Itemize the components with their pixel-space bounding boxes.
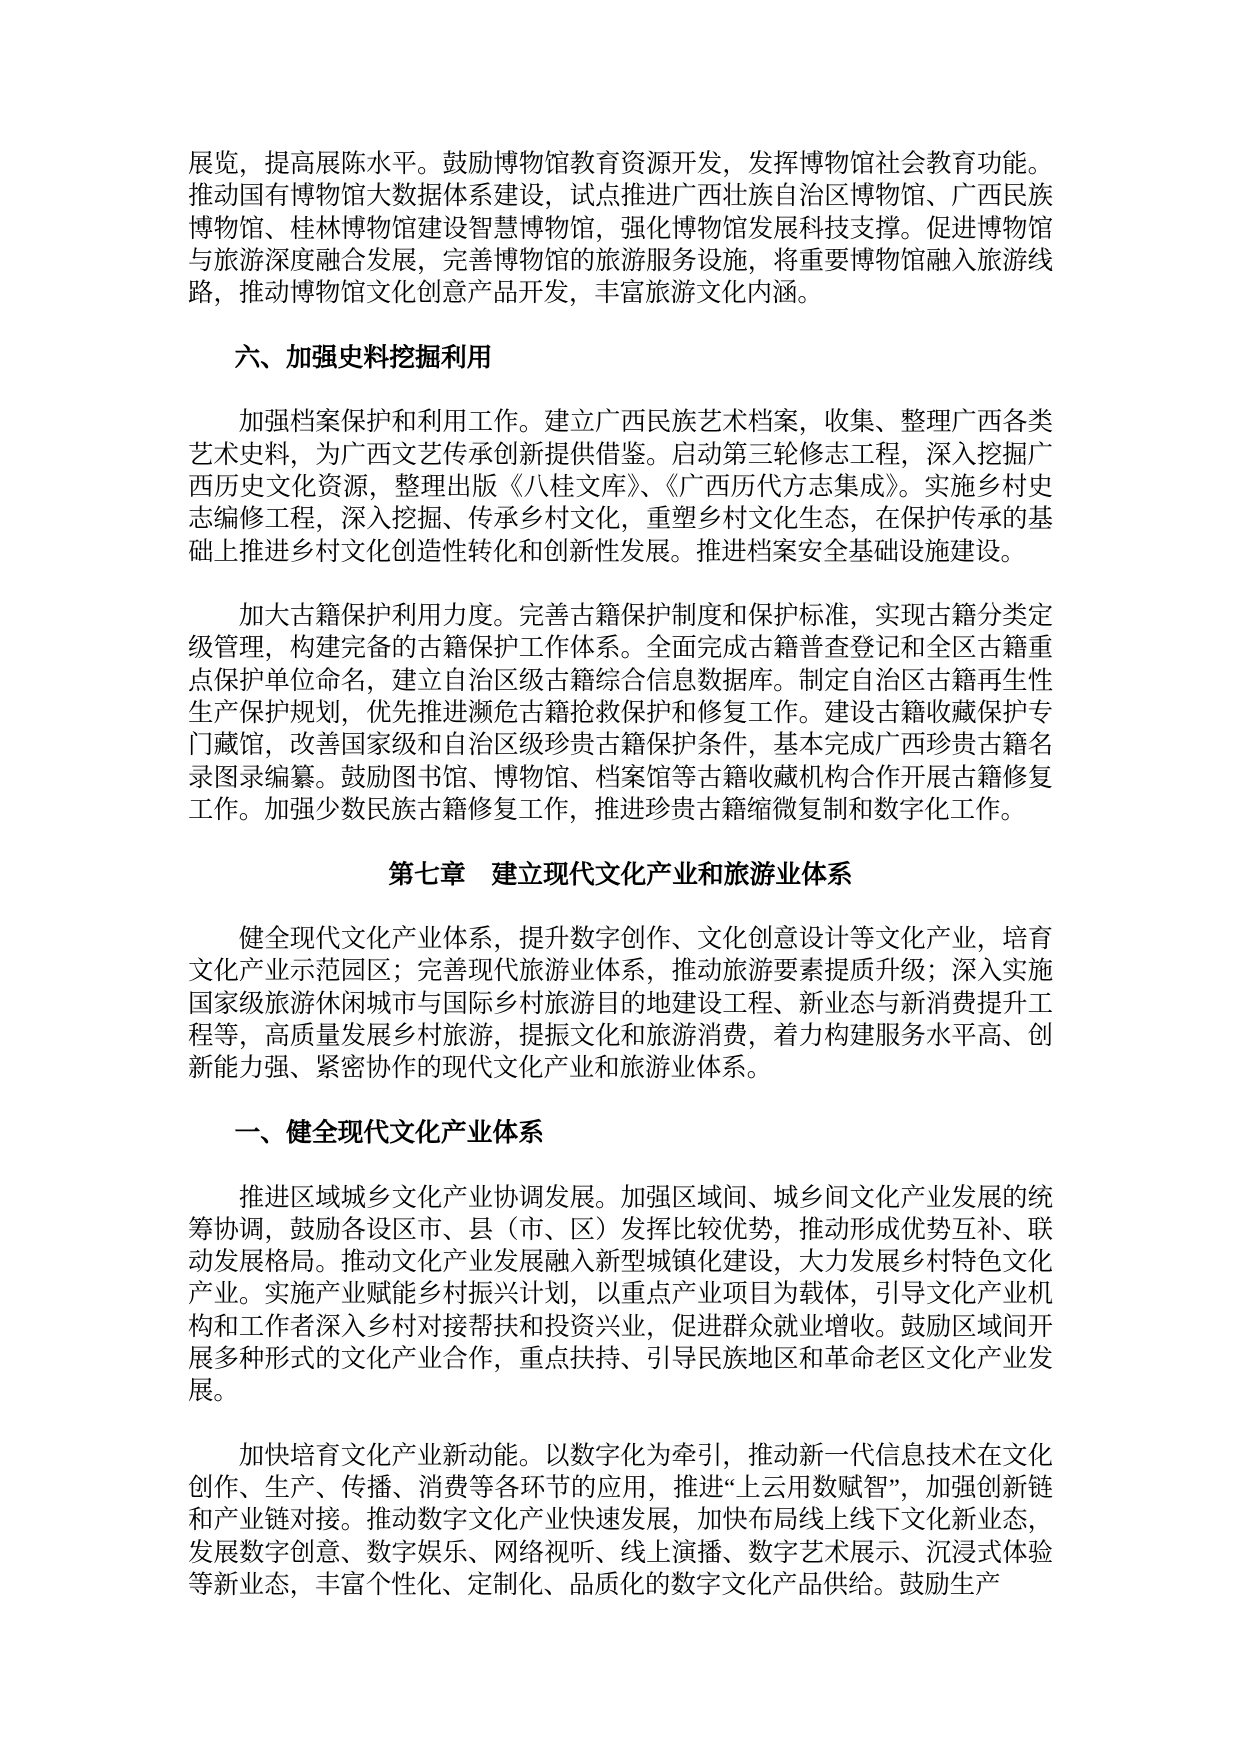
paragraph-chapter-seven-intro: 健全现代文化产业体系，提升数字创作、文化创意设计等文化产业，培育文化产业示范园区；完善现代旅游业体系，推动旅游要素提质升级；深入实施国家级旅游休闲城市与国际乡村旅游目的地建设工程、新业态与新消费提升工程等，高质量发展乡村旅游，提振文化和旅游消费，着力构建服务水平高、创新能力强、紧密协作的现代文化产业和旅游业体系。 <box>188 925 1053 1083</box>
section-heading-one-cultural-industry: 一、健全现代文化产业体系 <box>234 1118 545 1147</box>
paragraph-regional-cultural-industry: 推进区域城乡文化产业协调发展。加强区域间、城乡间文化产业发展的统筹协调，鼓励各设区市、县（市、区）发挥比较优势，推动形成优势互补、联动发展格局。推动文化产业发展融入新型城镇化建设，大力发展乡村特色文化产业。实施产业赋能乡村振兴计划，以重点产业项目为载体，引导文化产业机构和工作者深入乡村对接帮扶和投资兴业，促进群众就业增收。鼓励区域间开展多种形式的文化产业合作，重点扶持、引导民族地区和革命老区文化产业发展。 <box>188 1183 1053 1406</box>
section-heading-six-historical-materials: 六、加强史料挖掘利用 <box>234 343 493 372</box>
chapter-heading-seven: 第七章 建立现代文化产业和旅游业体系 <box>388 860 853 889</box>
paragraph-ancient-books-protection: 加大古籍保护利用力度。完善古籍保护制度和保护标准，实现古籍分类定级管理，构建完备的古籍保护工作体系。全面完成古籍普查登记和全区古籍重点保护单位命名，建立自治区级古籍综合信息数据库。制定自治区古籍再生性生产保护规划，优先推进濒危古籍抢救保护和修复工作。建设古籍收藏保护专门藏馆，改善国家级和自治区级珍贵古籍保护条件，基本完成广西珍贵古籍名录图录编纂。鼓励图书馆、博物馆、档案馆等古籍收藏机构合作开展古籍修复工作。加强少数民族古籍修复工作，推进珍贵古籍缩微复制和数字化工作。 <box>188 602 1053 824</box>
paragraph-archives-protection: 加强档案保护和利用工作。建立广西民族艺术档案，收集、整理广西各类艺术史料，为广西文艺传承创新提供借鉴。启动第三轮修志工程，深入挖掘广西历史文化资源，整理出版《八桂文库》、《广西历代方志集成》。实施乡村史志编修工程，深入挖掘、传承乡村文化，重塑乡村文化生态，在保护传承的基础上推进乡村文化创造性转化和创新性发展。推进档案安全基础设施建设。 <box>188 408 1053 566</box>
paragraph-digital-cultural-industry: 加快培育文化产业新动能。以数字化为牵引，推动新一代信息技术在文化创作、生产、传播、消费等各环节的应用，推进“上云用数赋智”，加强创新链和产业链对接。推动数字文化产业快速发展，加快布局线上线下文化新业态，发展数字创意、数字娱乐、网络视听、线上演播、数字艺术展示、沉浸式体验等新业态，丰富个性化、定制化、品质化的数字文化产品供给。鼓励生产 <box>188 1441 1053 1600</box>
paragraph-museum-continuation: 展览，提高展陈水平。鼓励博物馆教育资源开发，发挥博物馆社会教育功能。推动国有博物馆大数据体系建设，试点推进广西壮族自治区博物馆、广西民族博物馆、桂林博物馆建设智慧博物馆，强化博物馆发展科技支撑。促进博物馆与旅游深度融合发展，完善博物馆的旅游服务设施，将重要博物馆融入旅游线路，推动博物馆文化创意产品开发，丰富旅游文化内涵。 <box>188 150 1053 308</box>
document-body <box>188 148 1053 1601</box>
